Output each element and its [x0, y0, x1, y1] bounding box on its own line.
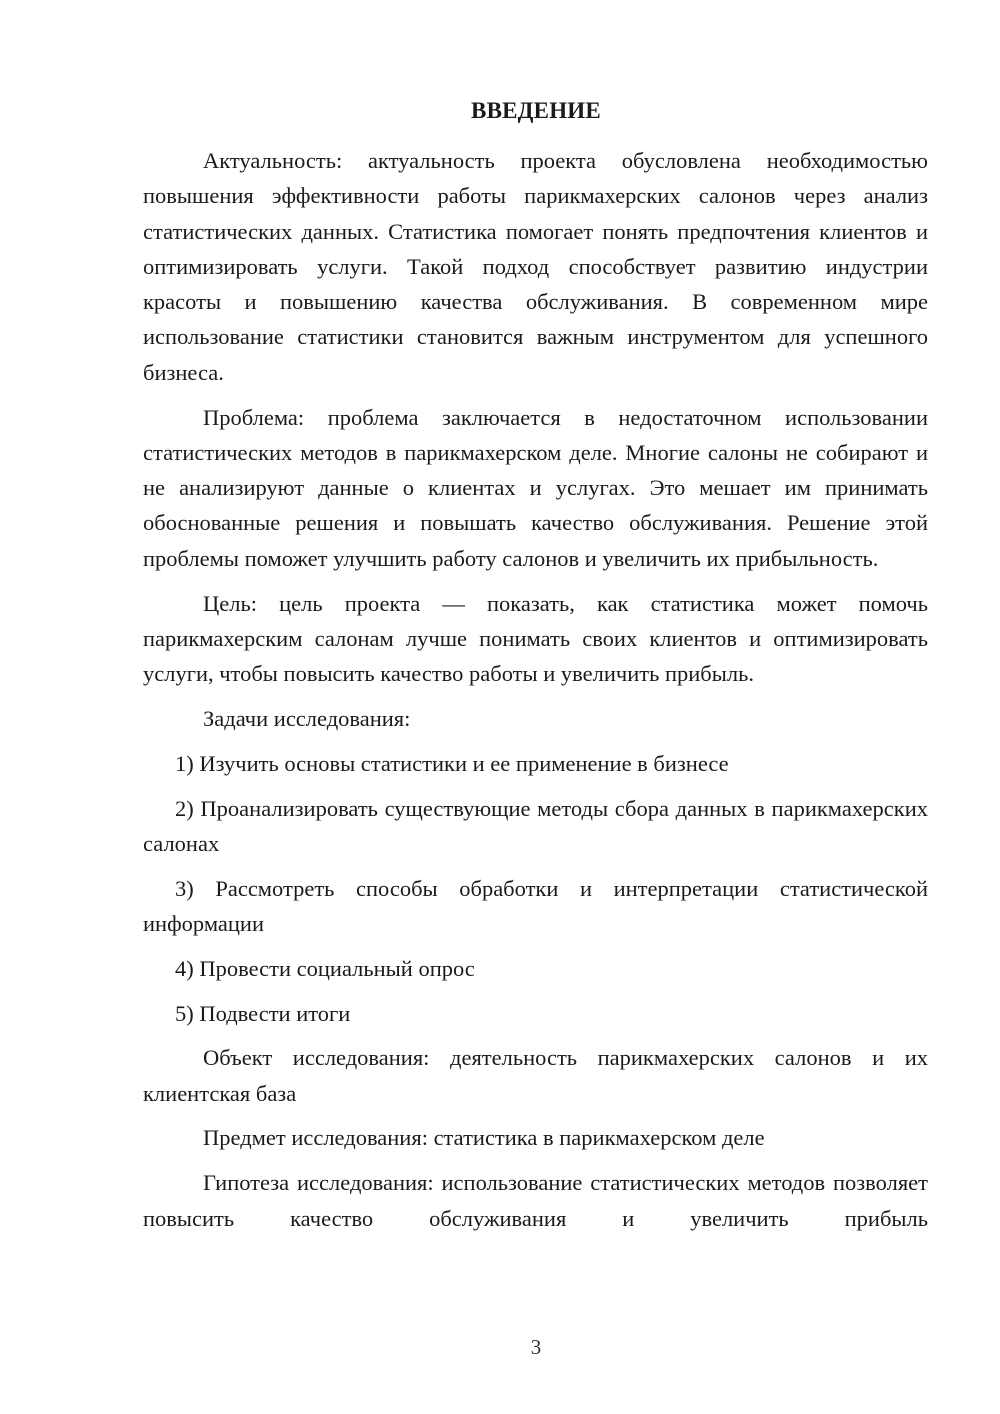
task-item: 2) Проанализировать существующие методы сбора данных в парикмахерских салонах — [143, 795, 928, 856]
paragraph-hypothesis: Гипотеза исследования: использование статистических методов позволяет повысить качество обслуживания и увеличить прибыль — [143, 1170, 928, 1231]
paragraph-problem: Проблема: проблема заключается в недостаточном использовании статистических методов в парикмахерском деле. Многие салоны не собирают и не анализируют данные о клиентах и услугах. Это мешает им принимать обоснованные решения и повышать качество обслуживания. Решение этой проблемы поможет улучшить работу салонов и увеличить их прибыльность. — [143, 404, 928, 571]
paragraph-tasks-heading: Задачи исследования: — [203, 705, 411, 731]
page-number: 3 — [530, 1335, 542, 1359]
task-item: 1) Изучить основы статистики и ее применение в бизнесе — [175, 750, 729, 776]
task-item: 4) Провести социальный опрос — [175, 955, 475, 981]
document-body — [143, 143, 928, 1236]
section-title: ВВЕДЕНИЕ — [471, 98, 601, 123]
paragraph-relevance: Актуальность: актуальность проекта обусловлена необходимостью повышения эффективности работы парикмахерских салонов через анализ статистических данных. Статистика помогает понять предпочтения клиентов и оптимизировать услуги. Такой подход способствует развитию индустрии красоты и повышению качества обслуживания. В современном мире использование статистики становится важным инструментом для успешного бизнеса. — [143, 148, 928, 385]
paragraph-subject: Предмет исследования: статистика в парикмахерском деле — [203, 1125, 765, 1151]
paragraph-goal: Цель: цель проекта — показать, как статистика может помочь парикмахерским салонам лучше понимать своих клиентов и оптимизировать услуги, чтобы повысить качество работы и увеличить прибыль. — [143, 590, 928, 687]
task-item: 5) Подвести итоги — [175, 1000, 351, 1026]
paragraph-object: Объект исследования: деятельность парикмахерских салонов и их клиентская база — [143, 1045, 928, 1106]
task-item: 3) Рассмотреть способы обработки и интерпретации статистической информации — [143, 875, 928, 936]
